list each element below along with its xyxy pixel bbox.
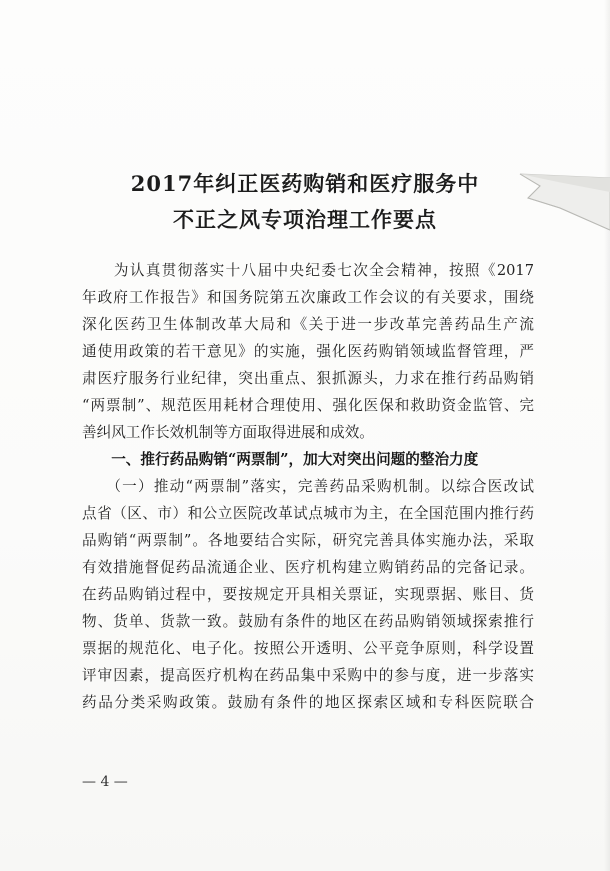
body-line: 为认真贯彻落实十八届中央纪委七次全会精神，按照《2017 (82, 262, 534, 279)
body-line: 物、货单、货款一致。鼓励有条件的地区在药品购销领域探索推行 (82, 613, 534, 630)
body-line: 品购销“两票制”。各地要结合实际，研究完善具体实施办法，采取 (82, 532, 534, 549)
document-title-line-1: 2017年纠正医药购销和医疗服务中 (130, 171, 480, 196)
page-edge-shadow (604, 0, 610, 871)
body-line: 年政府工作报告》和国务院第五次廉政工作会议的有关要求，围绕 (82, 289, 534, 306)
body-line: 通使用政策的若干意见》的实施，强化医药购销领域监督管理，严 (82, 343, 534, 360)
document-title-line-2: 不正之风专项治理工作要点 (173, 207, 437, 232)
body-line: 评审因素，提高医疗机构在药品集中采购中的参与度，进一步落实 (82, 667, 534, 684)
body-line: （一）推动“两票制”落实，完善药品采购机制。以综合医改试 (82, 478, 534, 495)
body-line: 有效措施督促药品流通企业、医疗机构建立购销药品的完备记录。 (82, 559, 534, 576)
page-number: — 4 — (82, 774, 128, 790)
body-line: 药品分类采购政策。鼓励有条件的地区探索区域和专科医院联合 (82, 694, 534, 711)
section-heading: 一、推行药品购销“两票制”，加大对突出问题的整治力度 (82, 451, 479, 468)
body-line: “两票制”、规范医用耗材合理使用、强化医保和救助资金监管、完 (82, 397, 534, 414)
body-line: 票据的规范化、电子化。按照公开透明、公平竞争原则，科学设置 (82, 640, 534, 657)
body-line: 善纠风工作长效机制等方面取得进展和成效。 (82, 424, 374, 441)
body-line: 在药品购销过程中，要按规定开具相关票证，实现票据、账目、货 (82, 586, 534, 603)
body-line: 点省（区、市）和公立医院改革试点城市为主，在全国范围内推行药 (82, 505, 534, 522)
body-line: 深化医药卫生体制改革大局和《关于进一步改革完善药品生产流 (82, 316, 534, 333)
body-line: 肃医疗服务行业纪律，突出重点、狠抓源头，力求在推行药品购销 (82, 370, 534, 387)
